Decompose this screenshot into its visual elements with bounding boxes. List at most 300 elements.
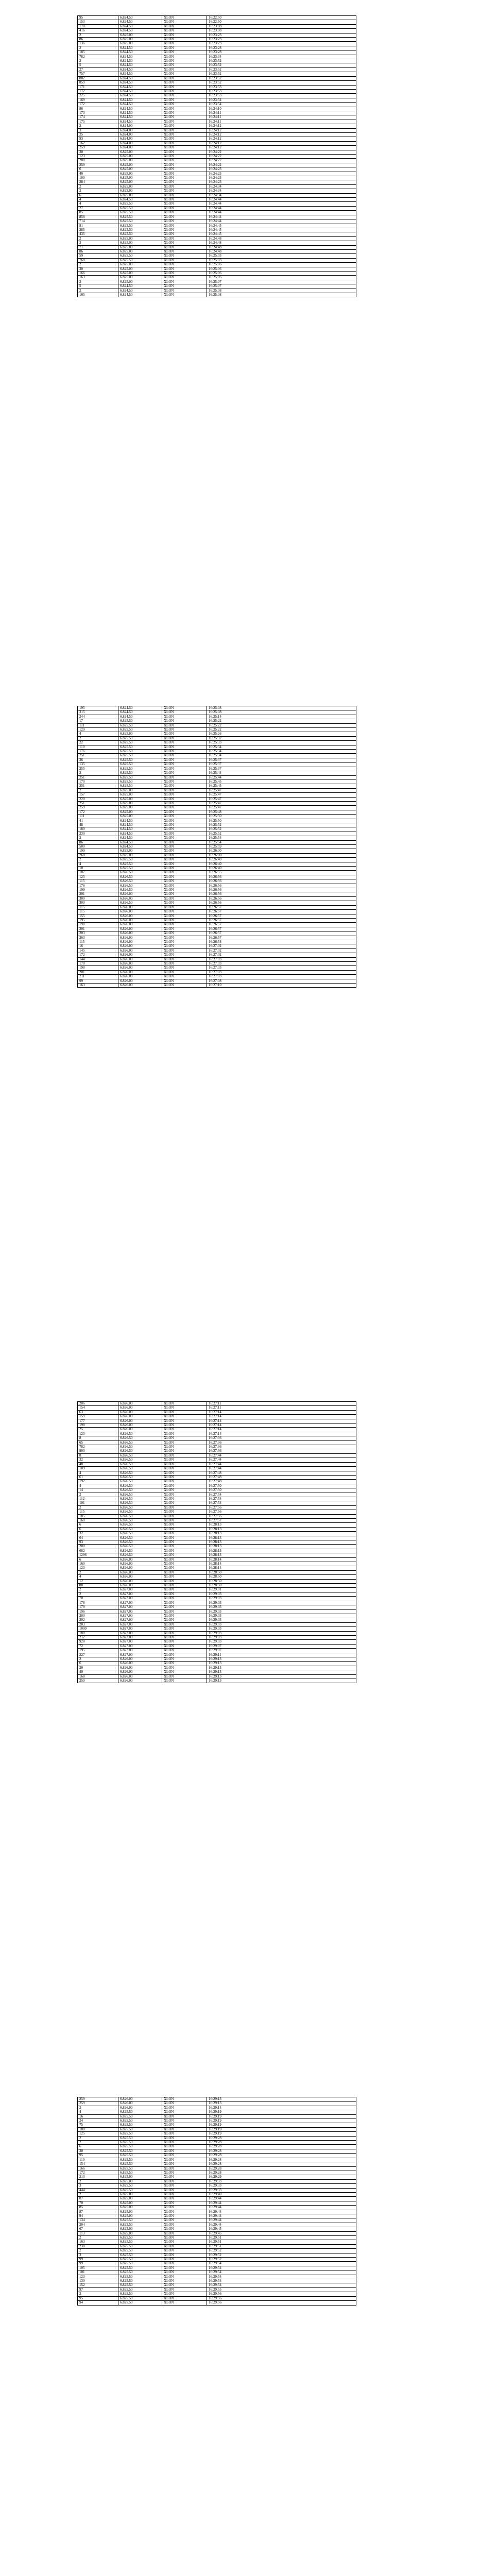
table-row — [78, 1510, 356, 1514]
volume-cell: 27 — [78, 67, 118, 72]
venue-cell: XLON — [162, 1605, 207, 1609]
table-row — [78, 271, 356, 275]
price-cell: 6.825.00 — [118, 810, 162, 814]
volume-cell: 25 — [78, 1428, 118, 1432]
time-cell: 16:25:26 — [207, 732, 356, 736]
time-cell: 16:25:06 — [207, 267, 356, 271]
table-row — [78, 741, 356, 745]
table-row — [78, 155, 356, 159]
time-cell: 16:29:56 — [207, 2296, 356, 2300]
time-cell: 16:24:11 — [207, 111, 356, 115]
table-row — [78, 85, 356, 89]
volume-cell: 95 — [78, 16, 118, 20]
price-cell: 6.825.50 — [118, 228, 162, 232]
price-cell: 6.825.50 — [118, 2110, 162, 2114]
table-row — [78, 758, 356, 762]
volume-cell: 206 — [78, 1402, 118, 1406]
price-cell: 6.827.00 — [118, 1614, 162, 1618]
table-row — [78, 202, 356, 206]
time-cell: 16:28:50 — [207, 1579, 356, 1583]
table-row — [78, 875, 356, 879]
venue-cell: XLON — [162, 1510, 207, 1514]
venue-cell: XLON — [162, 1609, 207, 1614]
time-cell: 16:29:52 — [207, 2258, 356, 2262]
time-cell: 16:24:34 — [207, 193, 356, 197]
table-row — [78, 1679, 356, 1683]
time-cell: 16:29:03 — [207, 1597, 356, 1601]
table-row — [78, 76, 356, 80]
price-cell: 6.826.00 — [118, 970, 162, 974]
time-cell: 16:25:47 — [207, 793, 356, 797]
price-cell: 6.826.50 — [118, 1497, 162, 1501]
time-cell: 16:27:44 — [207, 1453, 356, 1458]
price-cell: 6.826.00 — [118, 1570, 162, 1574]
venue-cell: XLON — [162, 1584, 207, 1588]
table-row — [78, 89, 356, 93]
venue-cell: XLON — [162, 1662, 207, 1666]
table-row — [78, 1406, 356, 1410]
volume-cell: 782 — [78, 55, 118, 59]
volume-cell: 40 — [78, 172, 118, 176]
venue-cell: XLON — [162, 198, 207, 202]
price-cell: 6.826.00 — [118, 1575, 162, 1579]
table-row — [78, 24, 356, 28]
volume-cell: 4 — [78, 198, 118, 202]
time-cell: 16:23:23 — [207, 33, 356, 37]
price-cell: 6.824.50 — [118, 72, 162, 76]
price-cell: 6.825.00 — [118, 189, 162, 193]
table-row — [78, 858, 356, 862]
table-row — [78, 2154, 356, 2158]
table-row — [78, 736, 356, 740]
time-cell: 16:25:07 — [207, 280, 356, 284]
time-cell: 16:26:57 — [207, 910, 356, 914]
table-row — [78, 1497, 356, 1501]
table-row — [78, 1440, 356, 1445]
table-row — [78, 2249, 356, 2253]
venue-cell: XLON — [162, 1501, 207, 1505]
venue-cell: XLON — [162, 38, 207, 42]
venue-cell: XLON — [162, 263, 207, 267]
volume-cell: 112 — [78, 1497, 118, 1501]
table-row — [78, 1627, 356, 1631]
table-row — [78, 745, 356, 749]
table-row — [78, 2158, 356, 2162]
price-cell: 6.825.50 — [118, 219, 162, 224]
price-cell: 6.825.00 — [118, 797, 162, 801]
price-cell: 6.824.50 — [118, 111, 162, 115]
price-cell: 6.827.00 — [118, 1597, 162, 1601]
volume-cell: 714 — [78, 219, 118, 224]
table-row — [78, 124, 356, 128]
price-cell: 6.826.50 — [118, 1453, 162, 1458]
price-cell: 6.826.50 — [118, 1549, 162, 1553]
table-row — [78, 2123, 356, 2127]
venue-cell: XLON — [162, 176, 207, 180]
time-cell: 16:27:50 — [207, 1488, 356, 1493]
table-row — [78, 715, 356, 719]
venue-cell: XLON — [162, 124, 207, 128]
price-cell: 6.824.50 — [118, 284, 162, 289]
volume-cell: 123 — [78, 1566, 118, 1570]
volume-cell: 130 — [78, 2279, 118, 2283]
price-cell: 6.824.00 — [118, 128, 162, 132]
time-cell: 16:27:50 — [207, 1484, 356, 1488]
time-cell: 16:29:33 — [207, 2184, 356, 2188]
trade-table — [77, 15, 356, 297]
volume-cell: 6 — [78, 2145, 118, 2149]
venue-cell: XLON — [162, 784, 207, 788]
venue-cell: XLON — [162, 779, 207, 784]
time-cell: 16:26:00 — [207, 849, 356, 853]
table-row — [78, 2218, 356, 2223]
table-row — [78, 1666, 356, 1670]
table-row — [78, 2127, 356, 2131]
volume-cell: 175 — [78, 120, 118, 124]
venue-cell: XLON — [162, 193, 207, 197]
volume-cell: 115 — [78, 905, 118, 909]
venue-cell: XLON — [162, 1597, 207, 1601]
price-cell: 6.826.50 — [118, 1510, 162, 1514]
price-cell: 6.827.00 — [118, 1588, 162, 1592]
time-cell: 16:24:11 — [207, 120, 356, 124]
table-row — [78, 806, 356, 810]
table-row — [78, 198, 356, 202]
volume-cell: 263 — [78, 936, 118, 940]
time-cell: 16:29:19 — [207, 2114, 356, 2119]
table-row — [78, 871, 356, 875]
price-cell: 6.825.50 — [118, 202, 162, 206]
volume-cell: 2 — [78, 1592, 118, 1596]
time-cell: 16:27:54 — [207, 1501, 356, 1505]
time-cell: 16:29:28 — [207, 2136, 356, 2140]
price-cell: 6.826.50 — [118, 1458, 162, 1462]
price-cell: 6.827.00 — [118, 1649, 162, 1653]
volume-cell: 32 — [78, 1532, 118, 1536]
price-cell: 6.824.50 — [118, 103, 162, 107]
price-cell: 6.824.50 — [118, 819, 162, 823]
table-row — [78, 1553, 356, 1557]
time-cell: 16:24:23 — [207, 172, 356, 176]
venue-cell: XLON — [162, 2136, 207, 2140]
table-row — [78, 2184, 356, 2188]
venue-cell: XLON — [162, 55, 207, 59]
venue-cell: XLON — [162, 241, 207, 245]
venue-cell: XLON — [162, 771, 207, 775]
venue-cell: XLON — [162, 2179, 207, 2183]
volume-cell: 14 — [78, 1488, 118, 1493]
time-cell: 16:25:22 — [207, 719, 356, 723]
volume-cell: 163 — [78, 2240, 118, 2244]
time-cell: 16:23:53 — [207, 89, 356, 93]
table-row — [78, 827, 356, 832]
price-cell: 6.825.50 — [118, 2136, 162, 2140]
volume-cell: 170 — [78, 961, 118, 965]
table-row — [78, 836, 356, 840]
table-row — [78, 1518, 356, 1522]
time-cell: 16:27:54 — [207, 1497, 356, 1501]
venue-cell: XLON — [162, 1653, 207, 1657]
price-cell: 6.825.00 — [118, 236, 162, 241]
time-cell: 16:25:44 — [207, 771, 356, 775]
price-cell: 6.825.50 — [118, 2145, 162, 2149]
volume-cell: 259 — [78, 806, 118, 810]
venue-cell: XLON — [162, 24, 207, 28]
price-cell: 6.825.50 — [118, 754, 162, 758]
table-row — [78, 59, 356, 63]
volume-cell: 2 — [78, 736, 118, 740]
time-cell: 16:25:52 — [207, 832, 356, 836]
time-cell: 16:29:44 — [207, 2210, 356, 2214]
table-row — [78, 1588, 356, 1592]
table-row — [78, 793, 356, 797]
volume-cell: 2 — [78, 836, 118, 840]
venue-cell: XLON — [162, 107, 207, 111]
venue-cell: XLON — [162, 2296, 207, 2300]
table-row — [78, 2166, 356, 2171]
time-cell: 16:27:44 — [207, 1462, 356, 1466]
table-row — [78, 948, 356, 953]
volume-cell: 6 — [78, 1557, 118, 1562]
table-row — [78, 970, 356, 974]
time-cell: 16:26:55 — [207, 871, 356, 875]
price-cell: 6.825.00 — [118, 2201, 162, 2205]
time-cell: 16:27:08 — [207, 979, 356, 983]
price-cell: 6.827.00 — [118, 1609, 162, 1614]
price-cell: 6.825.50 — [118, 2158, 162, 2162]
table-row — [78, 81, 356, 85]
table-row — [78, 1609, 356, 1614]
price-cell: 6.824.50 — [118, 55, 162, 59]
time-cell: 16:25:03 — [207, 254, 356, 258]
time-cell: 16:26:40 — [207, 867, 356, 871]
volume-cell: 105 — [78, 2266, 118, 2270]
table-row — [78, 2279, 356, 2283]
venue-cell: XLON — [162, 944, 207, 948]
time-cell: 16:27:48 — [207, 1480, 356, 1484]
venue-cell: XLON — [162, 2301, 207, 2305]
table-row — [78, 167, 356, 172]
time-cell: 16:28:13 — [207, 1553, 356, 1557]
venue-cell: XLON — [162, 914, 207, 918]
venue-cell: XLON — [162, 2192, 207, 2196]
venue-cell: XLON — [162, 858, 207, 862]
time-cell: 16:26:56 — [207, 892, 356, 896]
price-cell: 6.826.50 — [118, 1527, 162, 1531]
volume-cell: 172 — [78, 103, 118, 107]
volume-cell: 135 — [78, 762, 118, 767]
price-cell: 6.826.00 — [118, 1423, 162, 1428]
price-cell: 6.826.00 — [118, 1674, 162, 1679]
volume-cell: 3 — [78, 128, 118, 132]
volume-cell: 2 — [78, 59, 118, 63]
table-row — [78, 2287, 356, 2292]
price-cell: 6.826.00 — [118, 910, 162, 914]
table-row — [78, 905, 356, 909]
price-cell: 6.824.50 — [118, 120, 162, 124]
time-cell: 16:25:45 — [207, 784, 356, 788]
volume-cell: 238 — [78, 2244, 118, 2248]
venue-cell: XLON — [162, 723, 207, 727]
venue-cell: XLON — [162, 871, 207, 875]
table-row — [78, 241, 356, 245]
volume-cell: 858 — [78, 215, 118, 219]
volume-cell: 80 — [78, 1584, 118, 1588]
price-cell: 6.826.50 — [118, 1553, 162, 1557]
price-cell: 6.826.50 — [118, 1475, 162, 1479]
venue-cell: XLON — [162, 970, 207, 974]
venue-cell: XLON — [162, 63, 207, 67]
volume-cell: 48 — [78, 1462, 118, 1466]
volume-cell: 64 — [78, 1536, 118, 1540]
venue-cell: XLON — [162, 1518, 207, 1522]
time-cell: 16:25:47 — [207, 797, 356, 801]
time-cell: 16:25:37 — [207, 762, 356, 767]
time-cell: 16:22:50 — [207, 16, 356, 20]
table-row — [78, 55, 356, 59]
volume-cell: 198 — [78, 923, 118, 927]
table-row — [78, 840, 356, 844]
table-row — [78, 1644, 356, 1648]
volume-cell: 93 — [78, 137, 118, 141]
price-cell: 6.826.00 — [118, 1584, 162, 1588]
volume-cell: 227 — [78, 1653, 118, 1657]
time-cell: 16:27:03 — [207, 966, 356, 970]
price-cell: 6.824.50 — [118, 840, 162, 844]
price-cell: 6.825.00 — [118, 176, 162, 180]
price-cell: 6.826.50 — [118, 888, 162, 892]
volume-cell: 174 — [78, 115, 118, 120]
time-cell: 16:26:57 — [207, 914, 356, 918]
venue-cell: XLON — [162, 719, 207, 723]
price-cell: 6.826.00 — [118, 979, 162, 983]
volume-cell: 203 — [78, 931, 118, 936]
time-cell: 16:26:57 — [207, 918, 356, 922]
venue-cell: XLON — [162, 862, 207, 866]
table-row — [78, 267, 356, 271]
volume-cell: 280 — [78, 159, 118, 163]
volume-cell: 101 — [78, 1501, 118, 1505]
price-cell: 6.824.50 — [118, 706, 162, 710]
time-cell: 16:23:52 — [207, 59, 356, 63]
volume-cell: 300 — [78, 896, 118, 901]
time-cell: 16:29:44 — [207, 2214, 356, 2218]
time-cell: 16:28:50 — [207, 1584, 356, 1588]
time-cell: 16:29:03 — [207, 1605, 356, 1609]
venue-cell: XLON — [162, 236, 207, 241]
venue-cell: XLON — [162, 115, 207, 120]
table-row — [78, 984, 356, 988]
price-cell: 6.824.50 — [118, 76, 162, 80]
price-cell: 6.825.50 — [118, 2141, 162, 2145]
time-cell: 16:25:06 — [207, 276, 356, 280]
time-cell: 16:27:02 — [207, 953, 356, 957]
price-cell: 6.825.00 — [118, 42, 162, 46]
time-cell: 16:27:44 — [207, 1467, 356, 1471]
volume-cell: 12 — [78, 1579, 118, 1583]
price-cell: 6.824.50 — [118, 94, 162, 98]
venue-cell: XLON — [162, 1674, 207, 1679]
table-row — [78, 2162, 356, 2166]
price-cell: 6.827.00 — [118, 1640, 162, 1644]
price-cell: 6.824.50 — [118, 59, 162, 63]
venue-cell: XLON — [162, 884, 207, 888]
volume-cell: 200 — [78, 1545, 118, 1549]
time-cell: 16:23:23 — [207, 42, 356, 46]
table-row — [78, 276, 356, 280]
volume-cell: 36 — [78, 758, 118, 762]
price-cell: 6.825.50 — [118, 762, 162, 767]
venue-cell: XLON — [162, 1523, 207, 1527]
table-row — [78, 215, 356, 219]
price-cell: 6.825.50 — [118, 254, 162, 258]
volume-cell: 94 — [78, 2301, 118, 2305]
venue-cell: XLON — [162, 1406, 207, 1410]
volume-cell: 30 — [78, 150, 118, 154]
time-cell: 16:29:45 — [207, 2231, 356, 2235]
venue-cell: XLON — [162, 271, 207, 275]
table-row — [78, 2149, 356, 2153]
time-cell: 16:29:54 — [207, 2283, 356, 2287]
table-row — [78, 1622, 356, 1626]
volume-cell: 94 — [78, 2214, 118, 2218]
time-cell: 16:26:56 — [207, 879, 356, 884]
table-row — [78, 1597, 356, 1601]
volume-cell: 802 — [78, 76, 118, 80]
price-cell: 6.825.00 — [118, 2197, 162, 2201]
table-row — [78, 1423, 356, 1428]
venue-cell: XLON — [162, 2184, 207, 2188]
price-cell: 6.826.50 — [118, 1467, 162, 1471]
volume-cell: 259 — [78, 146, 118, 150]
price-cell: 6.826.50 — [118, 1518, 162, 1522]
volume-cell: 100 — [78, 2127, 118, 2131]
price-cell: 6.824.00 — [118, 124, 162, 128]
venue-cell: XLON — [162, 706, 207, 710]
volume-cell: 153 — [78, 20, 118, 24]
price-cell: 6.826.00 — [118, 948, 162, 953]
volume-cell: 32 — [78, 1458, 118, 1462]
time-cell: 16:24:12 — [207, 141, 356, 145]
trade-table-block — [77, 706, 356, 988]
volume-cell: 2 — [78, 124, 118, 128]
time-cell: 16:27:03 — [207, 961, 356, 965]
venue-cell: XLON — [162, 1445, 207, 1449]
volume-cell: 2 — [78, 1493, 118, 1497]
venue-cell: XLON — [162, 2253, 207, 2257]
volume-cell: 163 — [78, 276, 118, 280]
time-cell: 16:27:54 — [207, 1493, 356, 1497]
price-cell: 6.825.50 — [118, 723, 162, 727]
price-cell: 6.824.50 — [118, 107, 162, 111]
table-row — [78, 788, 356, 792]
table-row — [78, 2214, 356, 2218]
volume-cell: 244 — [78, 715, 118, 719]
time-cell: 16:22:50 — [207, 20, 356, 24]
venue-cell: XLON — [162, 1549, 207, 1553]
time-cell: 16:29:13 — [207, 1657, 356, 1661]
table-row — [78, 1670, 356, 1674]
table-row — [78, 957, 356, 961]
venue-cell: XLON — [162, 2279, 207, 2283]
volume-cell: 251 — [78, 784, 118, 788]
time-cell: 16:24:22 — [207, 150, 356, 154]
time-cell: 16:26:56 — [207, 888, 356, 892]
venue-cell: XLON — [162, 927, 207, 931]
venue-cell: XLON — [162, 1640, 207, 1644]
table-row — [78, 879, 356, 884]
volume-cell: 97 — [78, 2287, 118, 2292]
